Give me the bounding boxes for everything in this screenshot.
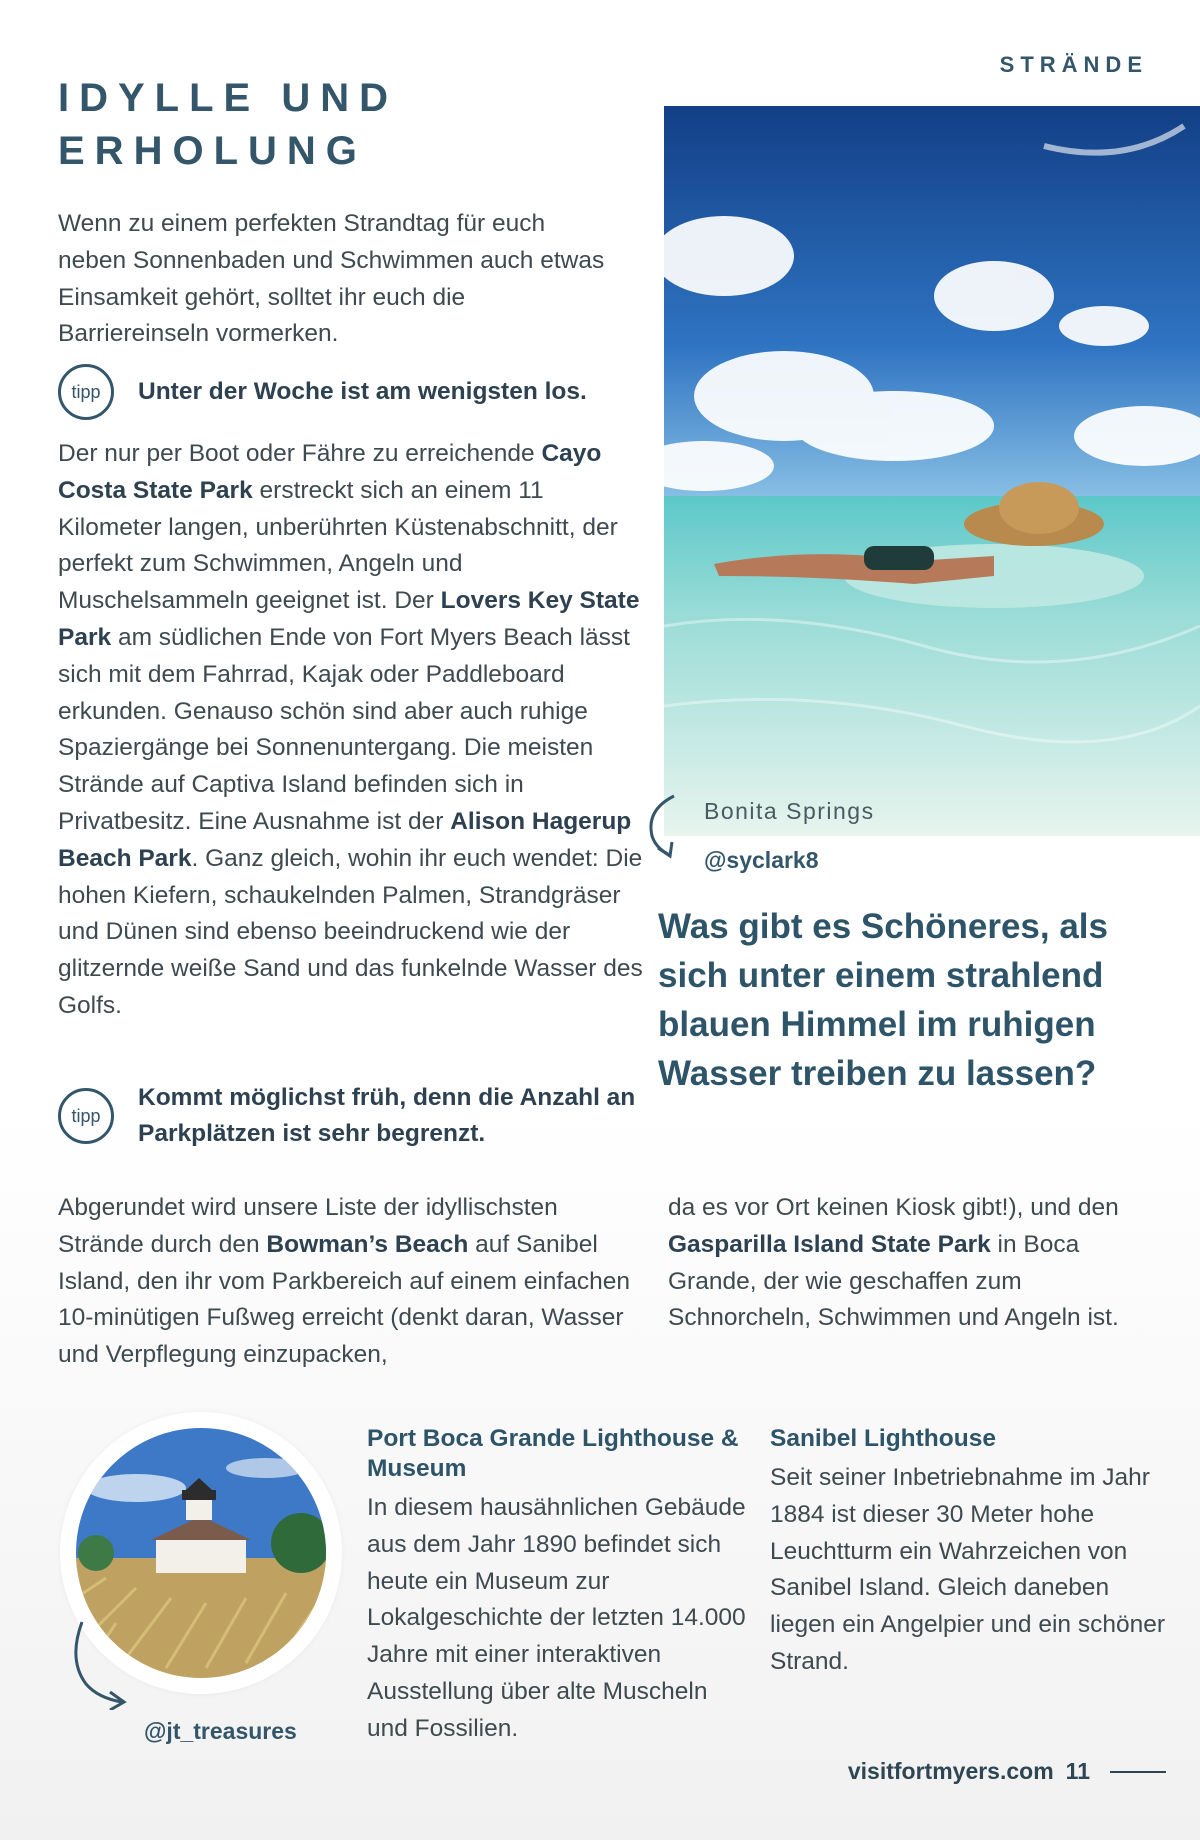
main-paragraph [58,436,648,1025]
title-line-1: IDYLLE UND [58,76,398,120]
tip-text: Kommt möglichst früh, denn die Anzahl an Parkplätzen ist sehr begrenzt. [138,1084,636,1147]
text-segment: am südlichen Ende von Fort Myers Beach lässt sich mit dem Fahrrad, Kajak oder Paddleboard erkunden. Genauso schön sind aber auch ruhige Spaziergänge bei Sonnenuntergang. Die meisten Strände auf Captiva Island befinden sich in Privatbesitz. Eine Ausnahme ist der [58,623,630,835]
tip-1 [58,364,658,420]
footer-website: visitfortmyers.com [847,1758,1054,1784]
text-segment: Abgerundet wird unsere Liste der idyllischsten Strände durch den [58,1194,558,1258]
poi-text: Seit seiner Inbetriebnahme im Jahr 1884 ist dieser 30 Meter hohe Leuchtturm ein Wahrzeichen von Sanibel Island. Gleich daneben liegen ein Angelpier und ein schöner Strand. [770,1464,1166,1675]
closing-paragraph-left [58,1190,648,1374]
tip-2 [58,1080,658,1152]
beach-photo-illustration [664,106,1200,836]
page-number: 11 [1065,1758,1090,1784]
photo-location: Bonita Springs [704,798,875,824]
text-segment: da es vor Ort keinen Kiosk gibt!), und den [668,1194,1119,1221]
page-footer [848,1758,1166,1785]
poi-sanibel-lighthouse [770,1424,1180,1681]
intro-paragraph: Wenn zu einem perfekten Strandtag für euch neben Sonnenbaden und Schwimmen auch etwas Einsamkeit gehört, solltet ihr euch die Barriereinseln vormerken. [58,210,605,348]
place-name: Cayo Costa State Park [58,440,602,504]
place-name: Alison Hagerup Beach Park [58,807,632,872]
curved-arrow-icon [644,792,694,862]
tip-badge-icon: tipp [58,364,114,420]
text-segment: auf Sanibel Island, den ihr vom Parkbereich auf einem einfachen 10-minütigen Fußweg erreicht (denkt daran, Wasser und Verpflegung einzupacken, [58,1230,630,1369]
closing-paragraph-right [668,1190,1168,1337]
photo-credit: @jt_treasures [144,1718,297,1744]
place-name: Gasparilla Island State Park [668,1230,991,1258]
poi-text: In diesem hausähnlichen Gebäude aus dem Jahr 1890 befindet sich heute ein Museum zur Lokalgeschichte der letzten 14.000 Jahre mit einer interaktiven Ausstellung über alte Muscheln und Fossilien. [367,1494,746,1742]
text-segment: erstreckt sich an einem 11 Kilometer langen, unberührten Küstenabschnitt, der perfekt zum Schwimmen, Angeln und Muschelsammeln geeignet ist. Der [58,476,618,615]
poi-boca-grande [367,1424,747,1748]
page-title [58,72,398,178]
photo-credit: @syclark8 [704,847,819,873]
beach-photo [664,106,1200,836]
pull-quote: Was gibt es Schöneres, als sich unter einem strahlend blauen Himmel im ruhigen Wasser treiben zu lassen? [658,907,1108,1093]
tip-text: Unter der Woche ist am wenigsten los. [138,378,587,405]
poi-title: Port Boca Grande Lighthouse & Museum [367,1425,739,1482]
text-segment: Der nur per Boot oder Fähre zu erreichende [58,440,542,467]
footer-rule [1110,1771,1166,1773]
text-segment: in Boca Grande, der wie geschaffen zum Schnorcheln, Schwimmen und Angeln ist. [668,1230,1119,1332]
title-line-2: ERHOLUNG [58,129,367,173]
place-name: Lovers Key State Park [58,587,640,651]
tip-badge-icon: tipp [58,1088,114,1144]
place-name: Bowman’s Beach [266,1230,469,1258]
section-label: STRÄNDE [999,52,1148,77]
text-segment: . Ganz gleich, wohin ihr euch wendet: Die hohen Kiefern, schaukelnden Palmen, Strandgräser und Dünen sind ebenso beeindruckend wie der glitzernde weiße Sand und das funkelnde Wasser des Golfs. [58,844,643,1019]
curved-arrow-icon [66,1620,136,1710]
poi-title: Sanibel Lighthouse [770,1425,996,1452]
